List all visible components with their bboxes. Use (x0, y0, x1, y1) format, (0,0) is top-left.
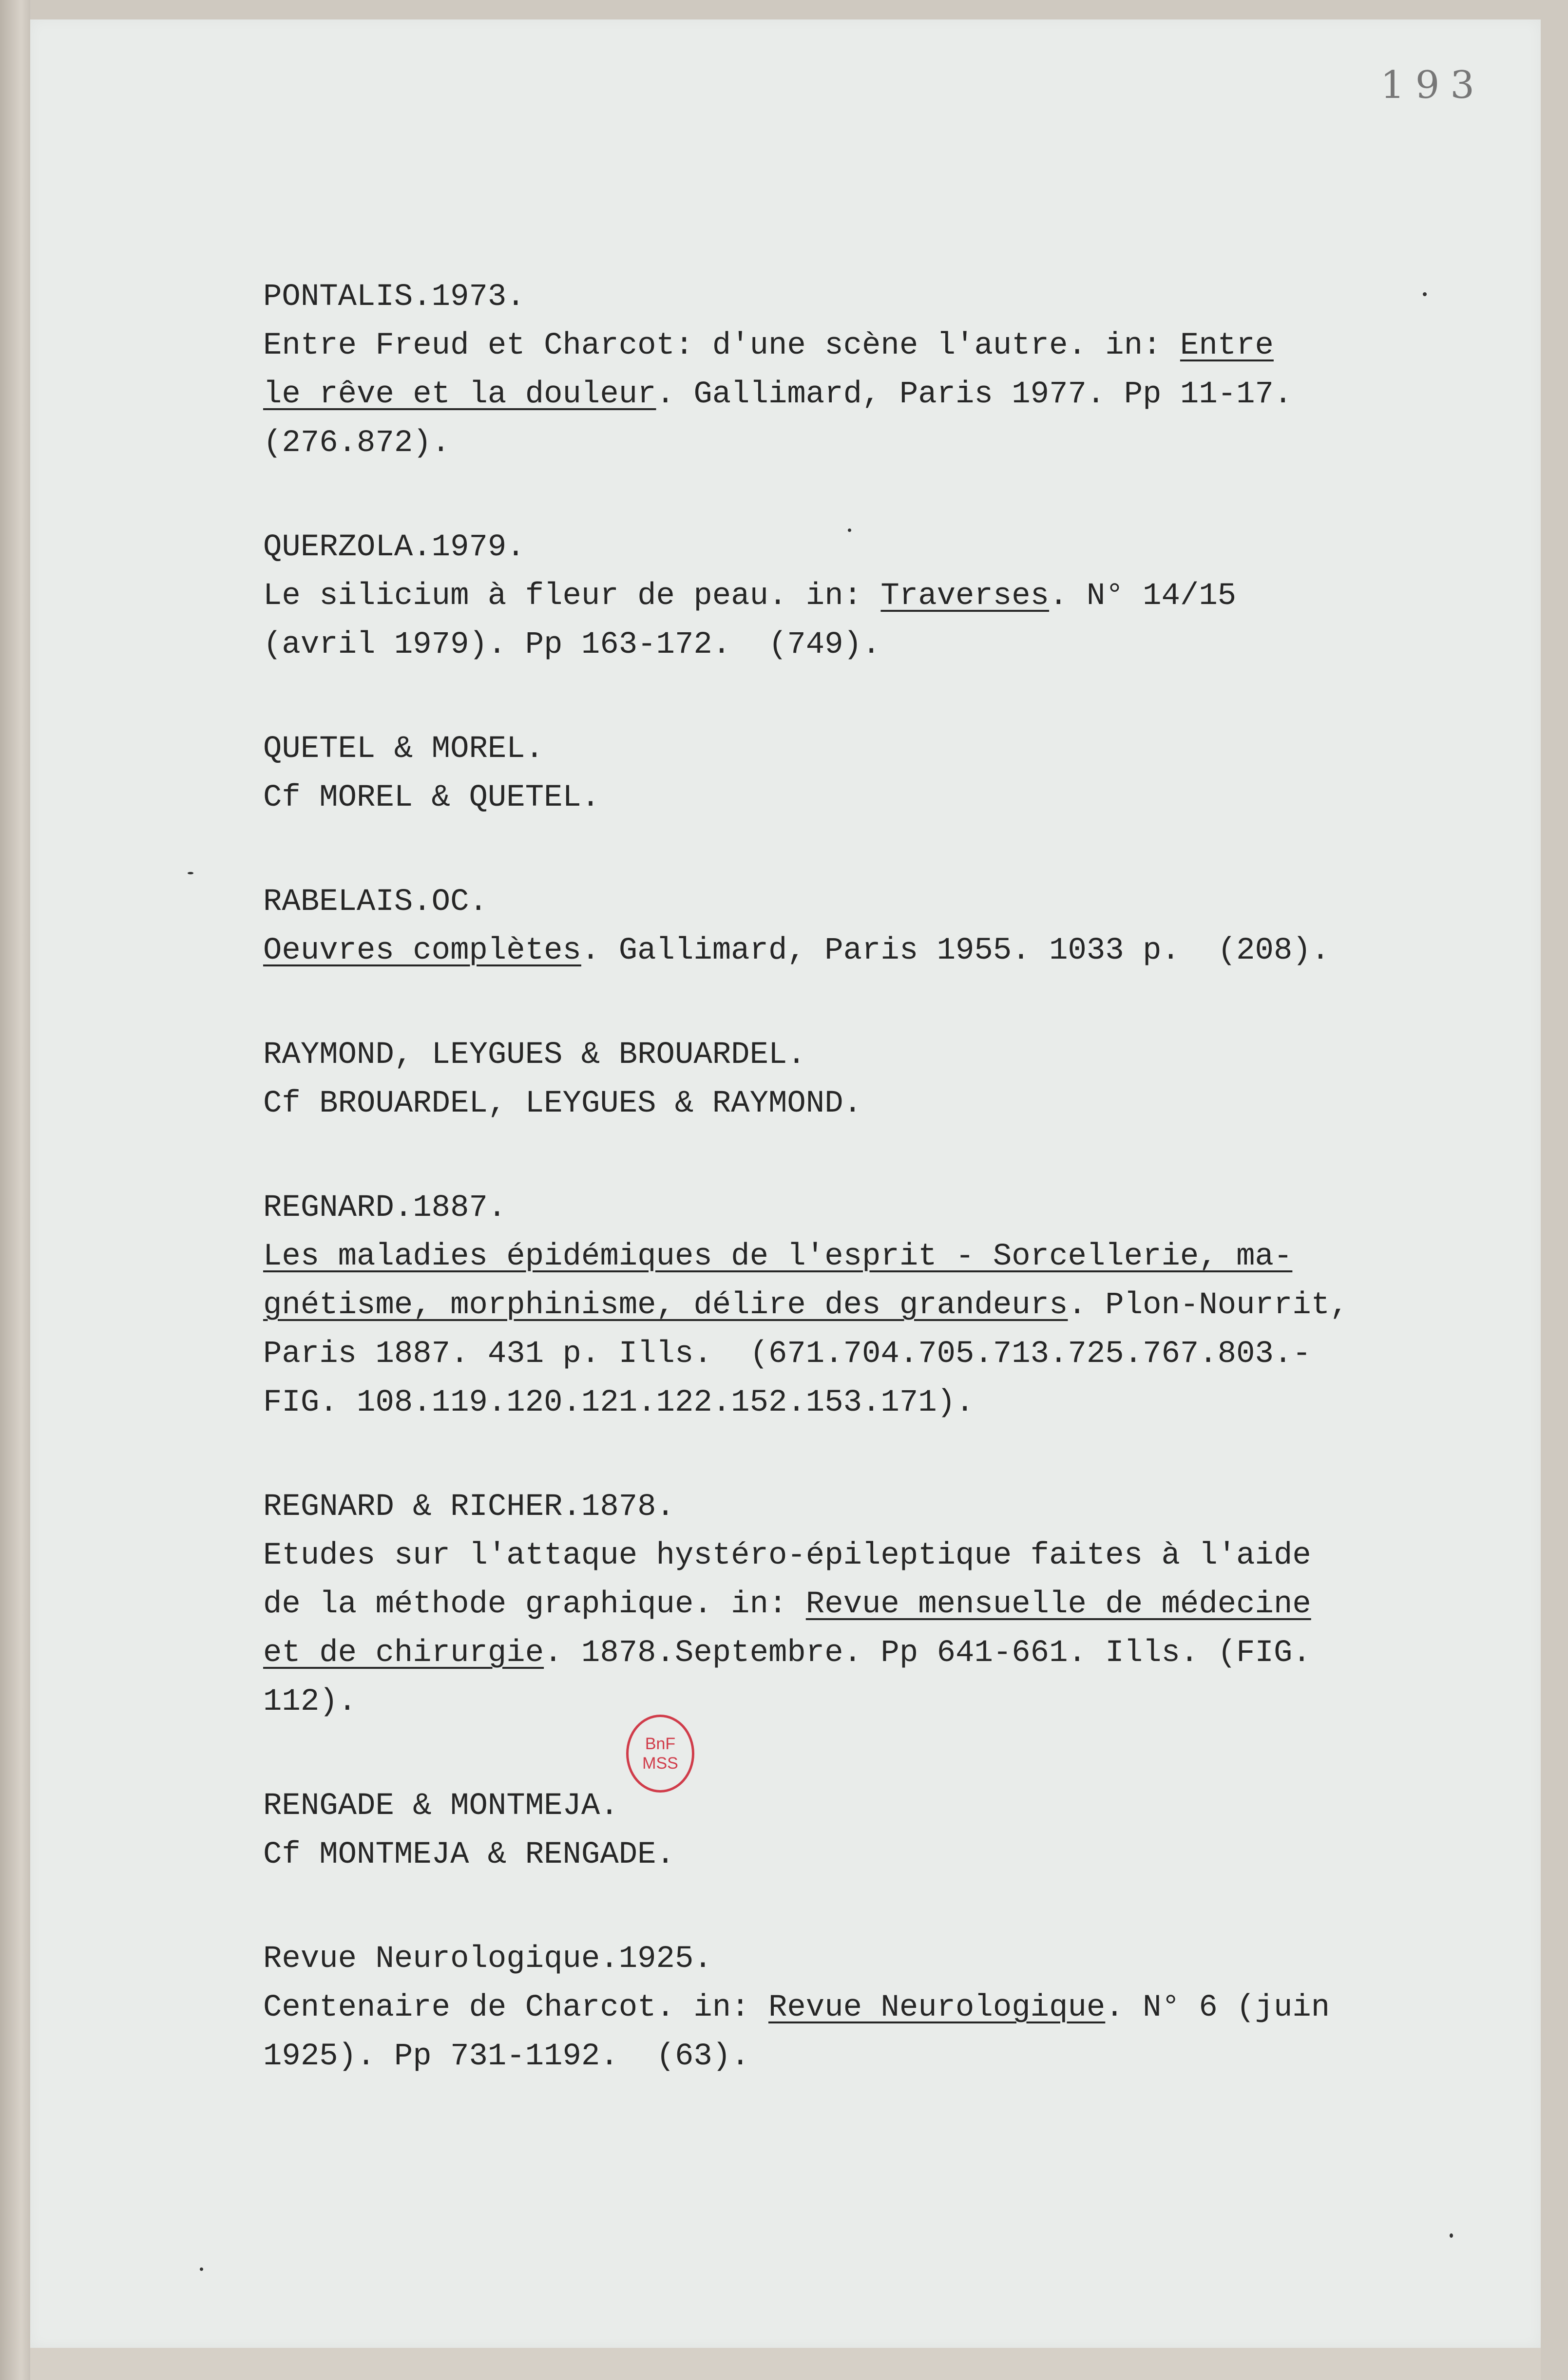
entry-text: Cf BROUARDEL, LEYGUES & RAYMOND. (263, 1086, 862, 1121)
bibliography-entry (263, 1184, 1491, 1427)
page-bottom-edge (30, 2348, 1541, 2380)
page-number: 193 (1380, 63, 1485, 107)
bibliography-entry (263, 273, 1491, 468)
entry-text: 112). (263, 1684, 357, 1719)
entry-heading: RAYMOND, LEYGUES & BROUARDEL. (263, 1038, 806, 1073)
bibliography-entry (263, 1031, 1491, 1128)
entry-heading: REGNARD.1887. (263, 1190, 507, 1226)
entry-line (263, 1580, 1491, 1629)
entry-heading: REGNARD & RICHER.1878. (263, 1490, 675, 1525)
underlined-title: Revue Neurologique (768, 1990, 1106, 2025)
entry-text: . Plon-Nourrit, (1068, 1288, 1349, 1323)
stamp-line-2: MSS (642, 1754, 678, 1773)
entry-text: Cf MOREL & QUETEL. (263, 780, 600, 815)
entry-line (263, 1831, 1491, 1879)
entry-text: . N° 6 (juin (1105, 1990, 1330, 2025)
entry-text: FIG. 108.119.120.121.122.152.153.171). (263, 1385, 975, 1420)
book-binding (0, 0, 30, 2380)
paper-speck (1423, 292, 1427, 296)
underlined-title: Traverses (880, 579, 1050, 614)
entry-text: Centenaire de Charcot. in: (263, 1990, 768, 2025)
paper-speck (188, 872, 193, 874)
entry-line (263, 1379, 1491, 1427)
entry-heading: Revue Neurologique.1925. (263, 1942, 712, 1977)
underlined-title: Revue mensuelle de médecine (805, 1587, 1311, 1622)
entry-line (263, 1330, 1491, 1379)
entry-line (263, 621, 1491, 669)
entry-heading: RENGADE & MONTMEJA. (263, 1789, 619, 1824)
bibliography-entry (263, 1483, 1491, 1726)
entry-line (263, 774, 1491, 822)
paper-speck (200, 2267, 203, 2271)
stamp-line-1: BnF (645, 1735, 676, 1753)
bibliography-entry (263, 523, 1491, 669)
entry-line (263, 926, 1491, 975)
entry-text: de la méthode graphique. in: (263, 1587, 806, 1622)
paper-speck (848, 529, 851, 532)
library-stamp (626, 1715, 694, 1793)
entry-line (263, 572, 1491, 621)
underlined-title: Entre (1180, 328, 1274, 363)
entry-heading: PONTALIS.1973. (263, 280, 525, 315)
entry-text: Entre Freud et Charcot: d'une scène l'autre. in: (263, 328, 1180, 363)
entry-line (263, 1678, 1491, 1726)
entry-line (263, 321, 1491, 370)
entry-line (263, 1079, 1491, 1128)
entry-text: . N° 14/15 (1049, 579, 1237, 614)
underlined-title: le rêve et la douleur (263, 377, 656, 412)
entry-text: Etudes sur l'attaque hystéro-épileptique faites à l'aide (263, 1538, 1311, 1573)
entry-text: . 1878.Septembre. Pp 641-661. Ills. (FIG. (544, 1636, 1311, 1671)
entry-heading: QUERZOLA.1979. (263, 530, 525, 565)
entry-line (263, 2032, 1491, 2081)
bibliography-entry (263, 1782, 1491, 1879)
underlined-title: Les maladies épidémiques de l'esprit - Sorcellerie, ma- (263, 1239, 1293, 1274)
entry-text: (276.872). (263, 426, 451, 461)
entry-line (263, 1983, 1491, 2032)
underlined-title: Oeuvres complètes (263, 933, 581, 968)
paper-speck (1450, 2233, 1453, 2238)
entry-heading: QUETEL & MOREL. (263, 732, 544, 767)
entry-text: (avril 1979). Pp 163-172. (749). (263, 627, 881, 662)
entry-text: . Gallimard, Paris 1977. Pp 11-17. (656, 377, 1293, 412)
bibliography-entry (263, 725, 1491, 822)
bibliography-entry (263, 878, 1491, 975)
entry-text: . Gallimard, Paris 1955. 1033 p. (208). (581, 933, 1330, 968)
entry-line (263, 419, 1491, 468)
entry-line (263, 1531, 1491, 1580)
entry-line (263, 1281, 1491, 1330)
entry-line (263, 1232, 1491, 1281)
underlined-title: et de chirurgie (263, 1636, 544, 1671)
entry-text: Le silicium à fleur de peau. in: (263, 579, 881, 614)
bibliography-entries (263, 273, 1491, 2136)
entry-text: Paris 1887. 431 p. Ills. (671.704.705.713.725.767.803.- (263, 1337, 1311, 1372)
entry-text: 1925). Pp 731-1192. (63). (263, 2039, 750, 2074)
entry-text: Cf MONTMEJA & RENGADE. (263, 1837, 675, 1872)
underlined-title: gnétisme, morphinisme, délire des grandeurs (263, 1288, 1068, 1323)
entry-line (263, 1629, 1491, 1678)
entry-line (263, 370, 1491, 419)
entry-heading: RABELAIS.OC. (263, 885, 488, 920)
bibliography-entry (263, 1935, 1491, 2081)
